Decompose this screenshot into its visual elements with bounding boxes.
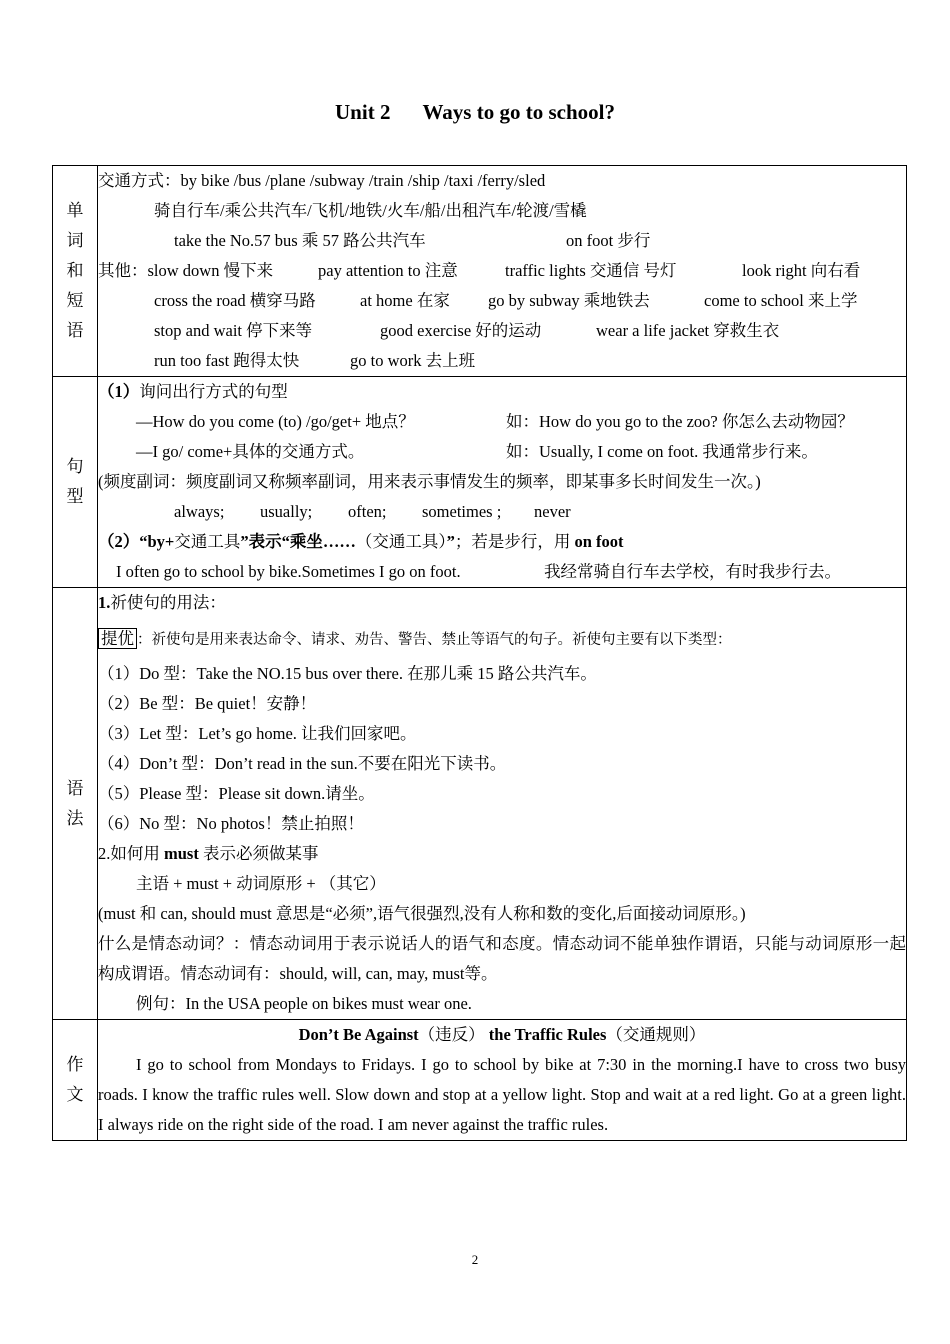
- imperative-type: （4）Don’t 型：Don’t read in the sun.不要在阳光下读书。: [98, 754, 507, 773]
- vocab-line: [98, 286, 906, 316]
- imperative-type: （2）Be 型：Be quiet！安静！: [98, 694, 317, 713]
- sentence-example: I often go to school by bike.Sometimes I go on foot. 我经常骑自行车去学校，有时我步行去。: [116, 562, 841, 581]
- vocab-phrase: stop and wait 停下来等: [154, 321, 313, 340]
- vocab-line: 交通方式：by bike /bus /plane /subway /train /ship /taxi /ferry/sled: [98, 171, 546, 190]
- vocab-phrase: good exercise 好的运动: [380, 321, 542, 340]
- vocab-row: [53, 166, 907, 377]
- vocab-phrase: go by subway 乘地铁去: [488, 291, 650, 310]
- vocab-line: [98, 226, 906, 256]
- vocab-line: [98, 346, 906, 376]
- vocab-phrase: look right 向右看: [742, 261, 861, 280]
- vocab-phrase: pay attention to 注意: [318, 261, 458, 280]
- vocab-phrase: go to work 去上班: [350, 351, 476, 370]
- vocab-content: [98, 166, 907, 377]
- sentence-content: [98, 377, 907, 588]
- must-example: 例句：In the USA people on bikes must wear one.: [136, 994, 472, 1013]
- modal-verb-note: 什么是情态动词？：情态动词用于表示说话人的语气和态度。情态动词不能单独作谓语，只能与动词原形一起构成谓语。情态动词有：should, will, can, may, must等。: [98, 934, 906, 983]
- grammar-heading: 1.祈使句的用法：: [98, 593, 226, 612]
- imperative-type: （1）Do 型：Take the NO.15 bus over there. 在那儿乘 15 路公共汽车。: [98, 664, 597, 683]
- vocab-phrase: run too fast 跑得太快: [154, 351, 300, 370]
- essay-body: I go to school from Mondays to Fridays. I go to school by bike at 7:30 in the morning.I have to cross two busy roads. I know the traffic rules well. Slow down and stop at a yellow light. Stop and wait at a red light. Go at a green light. I always ride on the right side of the road. I am never against the traffic rules.: [98, 1055, 906, 1134]
- must-note: (must 和 can, should must 意思是“必须”,语气很强烈,没有人称和数的变化,后面接动词原形。): [98, 904, 746, 923]
- imperative-type: （5）Please 型：Please sit down.请坐。: [98, 784, 375, 803]
- sentence-label-cell: [53, 377, 98, 588]
- essay-label: 作文: [66, 1055, 84, 1104]
- vocab-phrase: 其他：slow down 慢下来: [98, 261, 274, 280]
- study-table: [52, 165, 907, 1141]
- vocab-label: 单词和短语: [66, 201, 84, 340]
- sentence-label: 句型: [66, 457, 84, 506]
- vocab-phrase: cross the road 横穿马路: [154, 291, 316, 310]
- imperative-type: （6）No 型：No photos！禁止拍照！: [98, 814, 364, 833]
- vocab-line: [98, 256, 906, 286]
- sentence-heading: （1）询问出行方式的句型: [98, 382, 288, 401]
- sentence-row: [53, 377, 907, 588]
- vocab-phrase: on foot 步行: [566, 231, 651, 250]
- frequency-words: always; usually; often; sometimes ; never: [174, 502, 571, 521]
- essay-label-cell: [53, 1020, 98, 1141]
- grammar-content: [98, 588, 907, 1020]
- vocab-phrase: take the No.57 bus 乘 57 路公共汽车: [174, 231, 426, 250]
- frequency-note: (频度副词：频度副词又称频率副词，用来表示事情发生的频率，即某事多长时间发生一次。): [98, 472, 761, 491]
- grammar-row: [53, 588, 907, 1020]
- vocab-label-cell: [53, 166, 98, 377]
- must-formula: 主语 + must + 动词原形 + （其它）: [136, 874, 386, 893]
- vocab-line: [98, 316, 906, 346]
- grammar-heading: 2.如何用 must 表示必须做某事: [98, 844, 319, 863]
- vocab-phrase: at home 在家: [360, 291, 450, 310]
- unit-label: Unit 2: [335, 100, 391, 124]
- essay-content: [98, 1020, 907, 1141]
- grammar-label-cell: [53, 588, 98, 1020]
- page-number: 2: [471, 1252, 479, 1267]
- sentence-answer: —I go/ come+具体的交通方式。 如：Usually, I come on foot. 我通常步行来。: [136, 442, 818, 461]
- page-title: [0, 100, 950, 125]
- sentence-heading: （2）“by+交通工具”表示“乘坐……（交通工具）”；若是步行，用 on foot: [98, 532, 624, 551]
- vocab-line: 骑自行车/乘公共汽车/飞机/地铁/火车/船/出租汽车/轮渡/雪橇: [154, 201, 587, 220]
- essay-row: [53, 1020, 907, 1141]
- vocab-phrase: traffic lights 交通信 号灯: [505, 261, 677, 280]
- imperative-type: （3）Let 型：Let’s go home. 让我们回家吧。: [98, 724, 417, 743]
- tip-box: 提优: [98, 628, 137, 649]
- essay-title: Don’t Be Against（违反） the Traffic Rules（交通规则）: [298, 1025, 706, 1044]
- unit-topic: Ways to go to school?: [422, 100, 615, 124]
- vocab-phrase: come to school 来上学: [704, 291, 858, 310]
- grammar-label: 语法: [66, 778, 84, 828]
- vocab-phrase: wear a life jacket 穿救生衣: [596, 321, 780, 340]
- sentence-question: —How do you come (to) /go/get+ 地点？ 如：How do you go to the zoo? 你怎么去动物园？: [136, 412, 854, 431]
- grammar-tip: 提优 ：祈使句是用来表达命令、请求、劝告、警告、禁止等语气的句子。祈使句主要有以下类型：: [98, 624, 906, 655]
